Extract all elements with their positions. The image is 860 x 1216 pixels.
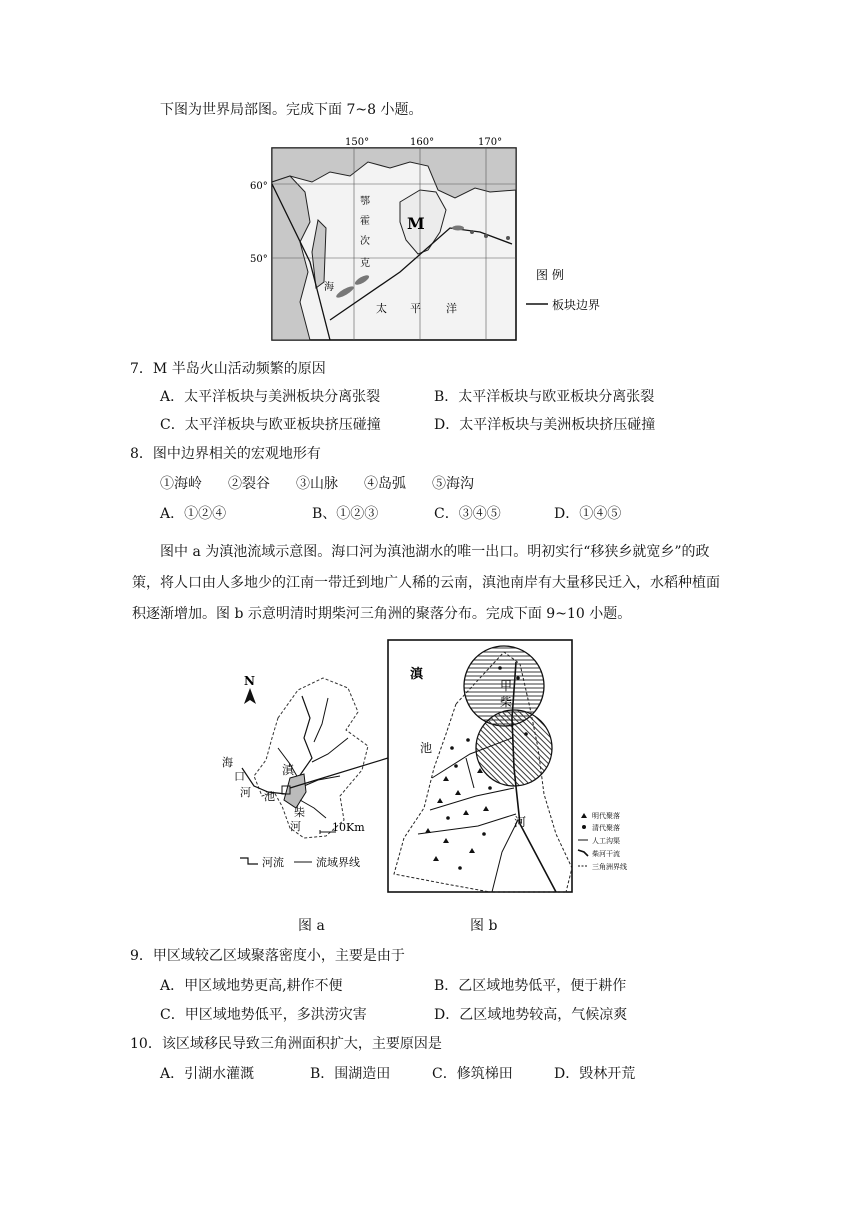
legend-canal: 人工沟渠 [592, 837, 620, 845]
chai-label: 柴 [294, 806, 305, 819]
north-arrow-icon [244, 688, 256, 704]
chi-label: 池 [420, 741, 433, 755]
q10-option-c: C．修筑梯田 [432, 1066, 513, 1082]
world-partial-map [250, 132, 630, 344]
q9-option-c: C．甲区域地势低平，多洪涝灾害 [160, 1007, 367, 1023]
q7-option-c: C．太平洋板块与欧亚板块挤压碰撞 [160, 417, 381, 433]
caption-map-b: 图 b [470, 918, 498, 934]
q8-item: ①海岭 [160, 476, 202, 492]
q9-option-d: D．乙区域地势较高，气候凉爽 [434, 1007, 628, 1023]
sea-label: 克 [360, 258, 370, 269]
legend-plate-boundary: 板块边界 [552, 298, 601, 312]
q7-option-b: B．太平洋板块与欧亚板块分离张裂 [434, 389, 655, 405]
he-label: 河 [290, 820, 301, 833]
q8-option-a: A．①②④ [160, 506, 227, 522]
dian-label: 滇 [410, 667, 424, 682]
q8-item: ④岛弧 [364, 476, 406, 492]
legend-basin-boundary: 流域界线 [316, 856, 360, 869]
intro-text-1: 下图为世界局部图。完成下面 7~8 小题。 [160, 102, 423, 118]
legend-title: 图 例 [536, 268, 564, 282]
basin-boundary [254, 678, 368, 838]
lon-label: 170° [478, 137, 503, 148]
zone-jia-label: 甲 [500, 679, 513, 693]
q9-option-b: B．乙区域地势低平，便于耕作 [434, 978, 627, 994]
q8-item: ⑤海沟 [432, 476, 474, 492]
q7-stem: 7．M 半岛火山活动频繁的原因 [130, 361, 326, 377]
lon-label: 160° [410, 137, 435, 148]
dian-label: 滇 [282, 763, 295, 777]
q10-option-b: B．围湖造田 [310, 1066, 391, 1082]
ocean-label: 太 [376, 302, 387, 315]
legend-delta-boundary: 三角洲界线 [592, 863, 627, 871]
sea-label: 海 [324, 282, 334, 293]
haikou-label: 海 [222, 756, 233, 769]
haikou-label: 河 [240, 786, 251, 799]
scale-label: 10Km [332, 821, 365, 834]
q7-option-a: A．太平洋板块与美洲板块分离张裂 [160, 389, 381, 405]
zone-chai-label: 柴 [500, 695, 513, 709]
haikou-label: 口 [234, 770, 245, 783]
sea-label: 鄂 [360, 196, 370, 207]
lat-label: 50° [250, 254, 268, 265]
legend-main-river: 柴河干流 [592, 850, 620, 858]
legend-ming: 明代聚落 [592, 812, 620, 820]
q8-stem: 8．图中边界相关的宏观地形有 [130, 446, 321, 462]
dianchi-lake-shape [284, 774, 306, 808]
legend-qing: 清代聚落 [592, 824, 620, 832]
map-a-dianchi-basin [218, 668, 393, 878]
q9-stem: 9．甲区域较乙区域聚落密度小，主要是由于 [130, 948, 405, 964]
q10-option-a: A．引湖水灌溉 [160, 1066, 255, 1082]
q8-option-c: C．③④⑤ [434, 506, 501, 522]
caption-map-a: 图 a [298, 918, 325, 934]
ocean-label: 平 [410, 302, 421, 315]
intro-text-2: 图中 a 为滇池流域示意图。海口河为滇池湖水的唯一出口。明初实行“移狭乡就宽乡”的政策，将人口由人多地少的江南一带迁到地广人稀的云南，滇池南岸有大量移民迁入，水稻种植面积逐渐增加。图 b 示意明清时期柴河三角洲的聚落分布。完成下面 9~10 小题。 [132, 544, 720, 622]
legend-river: 河流 [262, 856, 284, 869]
north-label: N [244, 674, 255, 688]
chi-label: 池 [264, 790, 275, 803]
map-b-chaihe-delta [386, 638, 646, 900]
q10-stem: 10．该区域移民导致三角洲面积扩大，主要原因是 [130, 1036, 442, 1052]
lon-label: 150° [345, 137, 370, 148]
sea-label: 次 [360, 236, 370, 247]
q10-option-d: D．毁林开荒 [554, 1066, 636, 1082]
q9-option-a: A．甲区域地势更高,耕作不便 [160, 978, 343, 994]
q8-option-b: B、①②③ [312, 506, 379, 522]
lat-label: 60° [250, 181, 268, 192]
sea-label: 霍 [360, 216, 370, 227]
ocean-label: 洋 [446, 302, 457, 315]
peninsula-m-label: M [407, 214, 425, 233]
q8-item: ②裂谷 [228, 476, 270, 492]
q8-option-d: D．①④⑤ [554, 506, 622, 522]
he-label: 河 [514, 815, 527, 829]
q7-option-d: D．太平洋板块与美洲板块挤压碰撞 [434, 417, 656, 433]
q8-item: ③山脉 [296, 476, 338, 492]
